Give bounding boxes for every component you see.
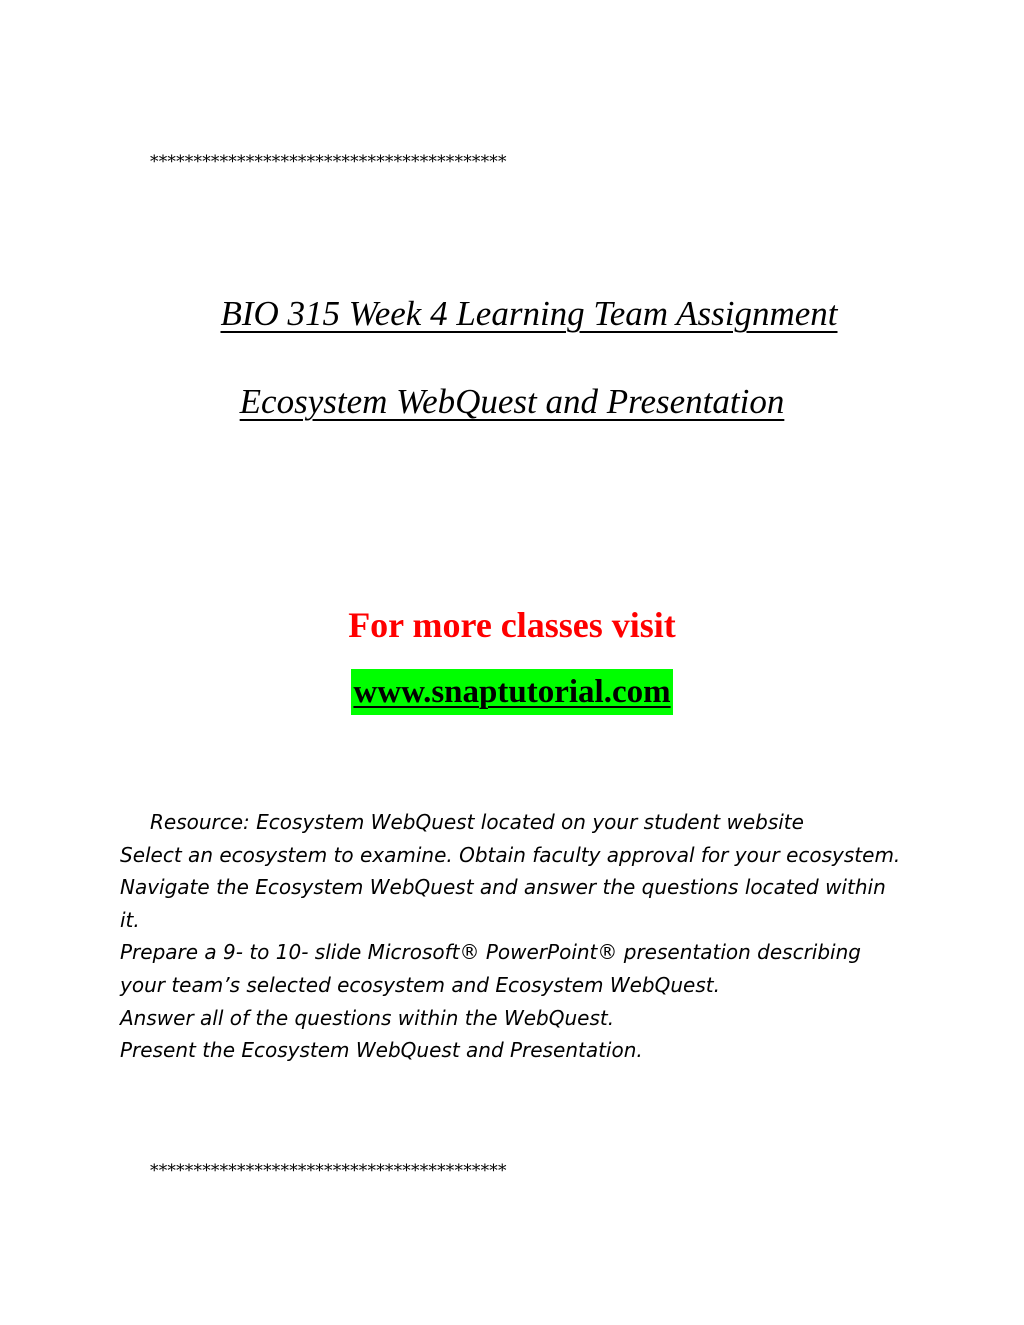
instruction-paragraph: Select an ecosystem to examine. Obtain faculty approval for your ecosystem. bbox=[120, 842, 901, 867]
instruction-paragraph: Prepare a 9- to 10- slide Microsoft® PowerPoint® presentation describing your team’s selected ecosystem and Ecosystem WebQuest. bbox=[120, 940, 861, 997]
instruction-paragraph: Present the Ecosystem WebQuest and Presentation. bbox=[120, 1038, 643, 1063]
website-link-container bbox=[0, 669, 1024, 715]
assignment-instructions bbox=[120, 806, 910, 1067]
instruction-paragraph: Navigate the Ecosystem WebQuest and answer the questions located within it. bbox=[120, 875, 886, 932]
document-title-line2: Ecosystem WebQuest and Presentation bbox=[239, 382, 785, 421]
promo-heading: For more classes visit bbox=[348, 605, 676, 645]
document-title-line1: BIO 315 Week 4 Learning Team Assignment bbox=[220, 294, 838, 333]
website-link[interactable]: www.snaptutorial.com bbox=[351, 669, 672, 715]
instruction-paragraph: Resource: Ecosystem WebQuest located on your student website bbox=[150, 810, 804, 834]
divider-top: ***************************************** bbox=[150, 152, 507, 172]
instruction-paragraph: Answer all of the questions within the WebQuest. bbox=[120, 1005, 615, 1030]
divider-bottom: ***************************************** bbox=[150, 1161, 507, 1181]
